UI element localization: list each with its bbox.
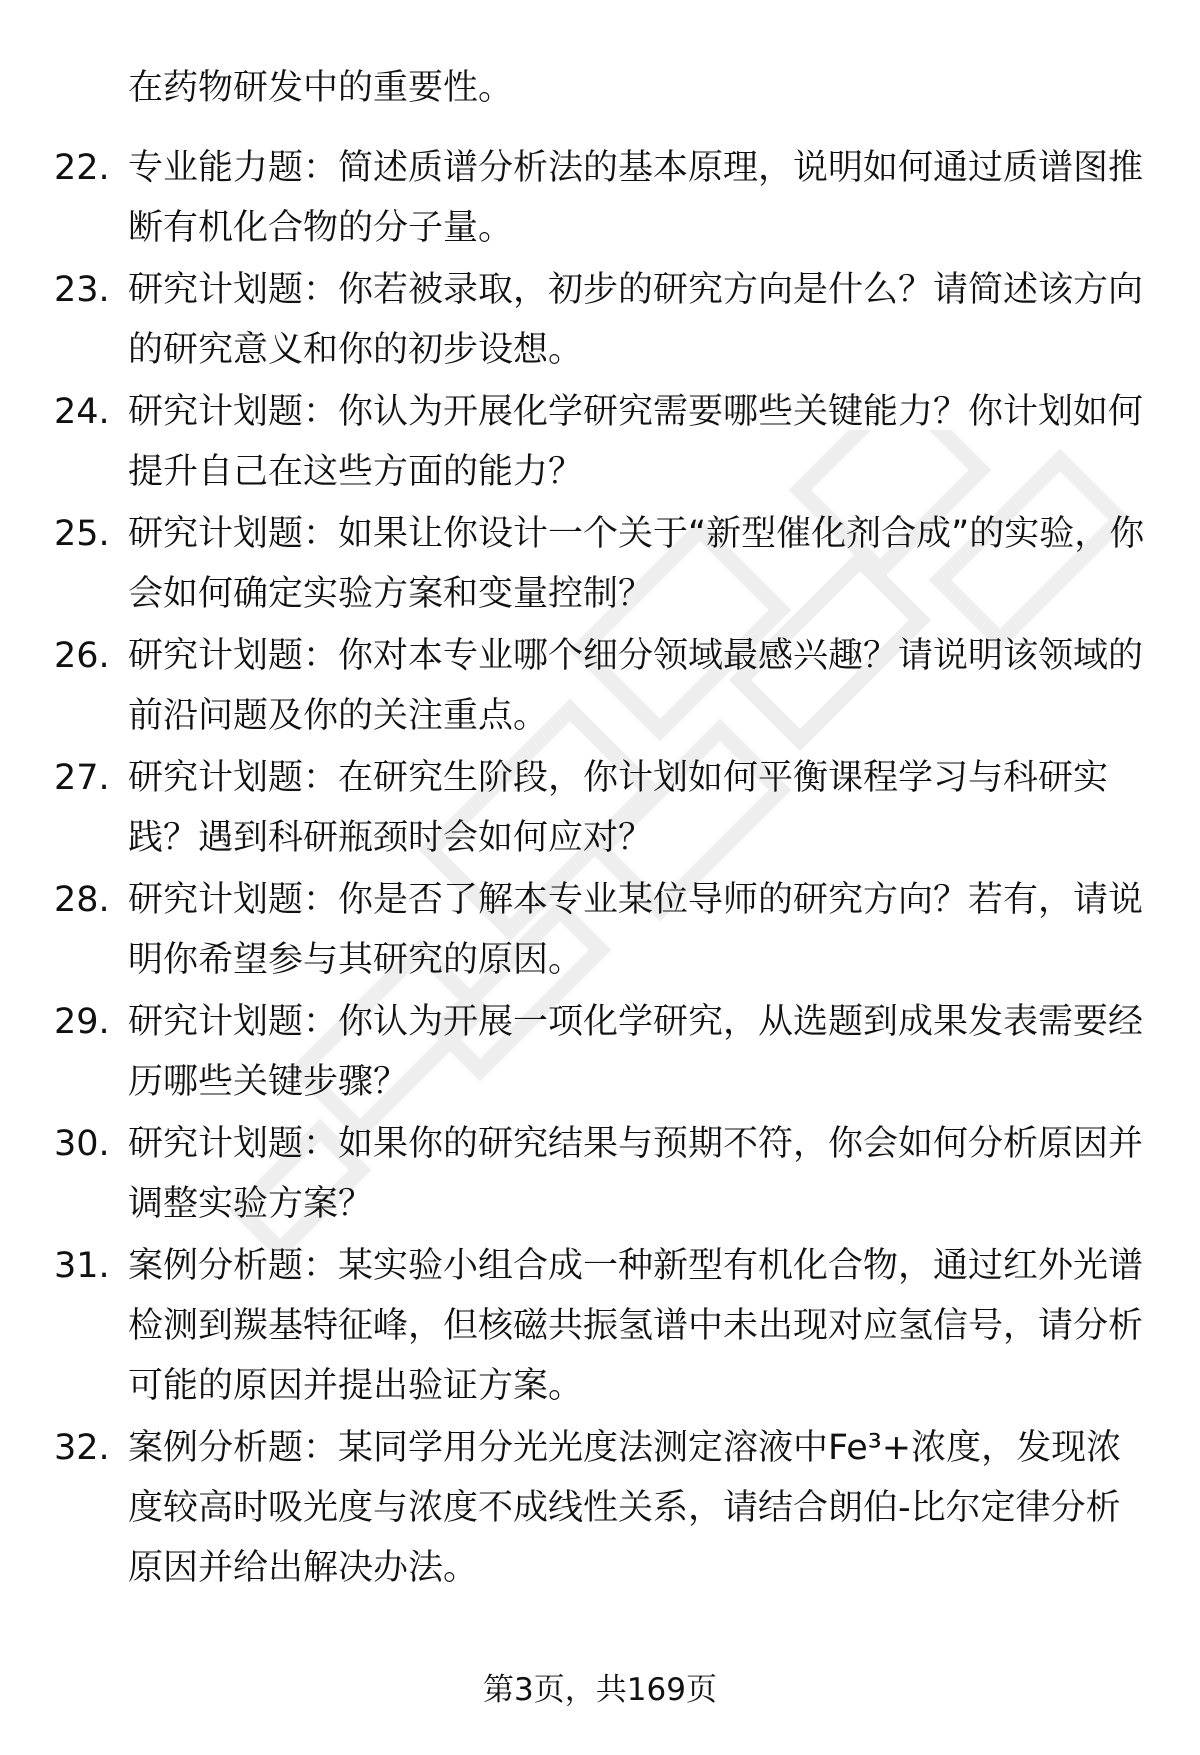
question-text: 研究计划题：你对本专业哪个细分领域最感兴趣？请说明该领域的前沿问题及你的关注重点。 bbox=[128, 636, 1144, 736]
question-text: 研究计划题：你认为开展化学研究需要哪些关键能力？你计划如何提升自己在这些方面的能力？ bbox=[128, 392, 1144, 492]
question-text: 专业能力题：简述质谱分析法的基本原理，说明如何通过质谱图推断有机化合物的分子量。 bbox=[128, 148, 1144, 248]
question-number: 25. bbox=[54, 514, 110, 554]
question-item bbox=[0, 138, 1200, 260]
question-text: 研究计划题：你若被录取，初步的研究方向是什么？请简述该方向的研究意义和你的初步设想。 bbox=[128, 270, 1144, 370]
question-list bbox=[0, 138, 1200, 1600]
question-text: 研究计划题：在研究生阶段，你计划如何平衡课程学习与科研实践？遇到科研瓶颈时会如何应对？ bbox=[128, 758, 1109, 858]
question-number: 32. bbox=[54, 1428, 110, 1468]
question-number: 23. bbox=[54, 270, 110, 310]
question-number: 22. bbox=[54, 148, 110, 188]
question-item bbox=[0, 1418, 1200, 1600]
question-item bbox=[0, 504, 1200, 626]
question-item bbox=[0, 992, 1200, 1114]
question-number: 31. bbox=[54, 1246, 110, 1286]
question-item bbox=[0, 870, 1200, 992]
question-item bbox=[0, 260, 1200, 382]
question-item bbox=[0, 748, 1200, 870]
question-item bbox=[0, 626, 1200, 748]
question-text: 案例分析题：某实验小组合成一种新型有机化合物，通过红外光谱检测到羰基特征峰，但核磁共振氢谱中未出现对应氢信号，请分析可能的原因并提出验证方案。 bbox=[128, 1246, 1144, 1406]
page-number-footer: 第3页，共169页 bbox=[483, 1672, 717, 1708]
question-text: 研究计划题：如果让你设计一个关于“新型催化剂合成”的实验，你会如何确定实验方案和变量控制？ bbox=[128, 514, 1145, 614]
question-item bbox=[0, 1236, 1200, 1418]
question-text: 研究计划题：你认为开展一项化学研究，从选题到成果发表需要经历哪些关键步骤？ bbox=[128, 1002, 1144, 1102]
question-number: 27. bbox=[54, 758, 110, 798]
question-number: 29. bbox=[54, 1002, 110, 1042]
question-text: 案例分析题：某同学用分光光度法测定溶液中Fe³+浓度，发现浓度较高时吸光度与浓度不成线性关系，请结合朗伯-比尔定律分析原因并给出解决办法。 bbox=[128, 1428, 1122, 1588]
question-number: 26. bbox=[54, 636, 110, 676]
question-item bbox=[0, 1114, 1200, 1236]
question-item bbox=[0, 382, 1200, 504]
question-number: 24. bbox=[54, 392, 110, 432]
question-text: 研究计划题：你是否了解本专业某位导师的研究方向？若有，请说明你希望参与其研究的原因。 bbox=[128, 880, 1144, 980]
question-number: 28. bbox=[54, 880, 110, 920]
continued-question-text: 在药物研发中的重要性。 bbox=[128, 68, 514, 108]
question-number: 30. bbox=[54, 1124, 110, 1164]
question-text: 研究计划题：如果你的研究结果与预期不符，你会如何分析原因并调整实验方案？ bbox=[128, 1124, 1144, 1224]
